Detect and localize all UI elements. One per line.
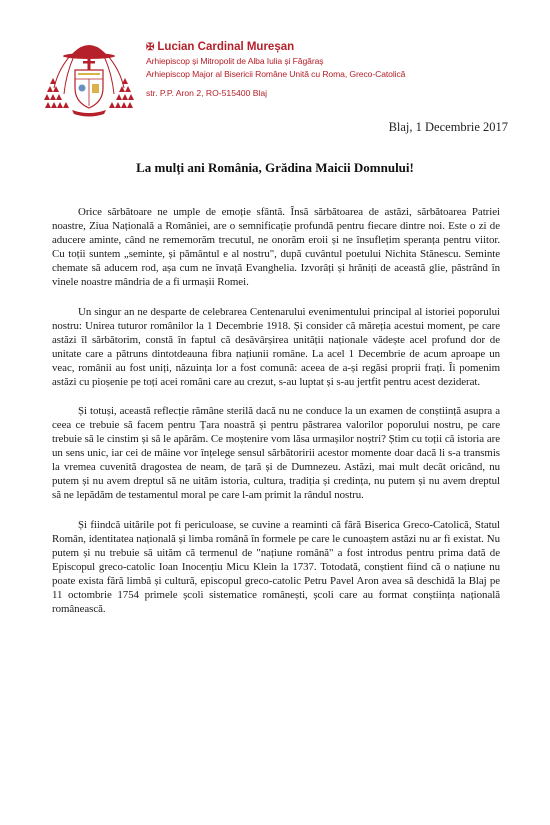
paragraph-3: Și totuși, această reflecție rămâne sterilă dacă nu ne conduce la un examen de conștiință asupra a ceea ce trebuie să facem pentru Țara noastră și pentru păstrarea valorilor poporului nostru, pe care trebuie să le cinstim și să le apărăm. Ce moștenire vom lăsa urmașilor noștri? Știm cu toții că istoria are un sens unic, iar cei de mâine vor înțelege sensul sărbătoririi acestor momente doar dacă li s-a transmis la vremea cuvenită dragostea de neam, de țară și de Dumnezeu. Astăzi, mai mult decât oricând, nu putem și nu avem dreptul să ne uităm istoria, cultura, tradiția și credința, nu putem și nu avem dreptul să ne lepădăm de testamentul moral pe care l-am primit la rândul nostru. [52,405,500,501]
sender-name [146,40,536,55]
sender-title-1: Arhiepiscop și Mitropolit de Alba Iulia și Făgăraș [146,56,324,66]
paragraph-1: Orice sărbătoare ne umple de emoție sfântă. Însă sărbătoarea de astăzi, sărbătoarea Patriei noastre, Ziua Națională a României, are o semnificație profundă pentru fiecare dintre noi. Este o zi de aducere aminte, când ne rememorăm trecutul, ne onorăm eroii și ne însuflețim speranța pentru viitor. Cu toții suntem „seminte, și pământul e al nostru", după cuvântul poetului Nichita Stănescu. Seminte chemate să aducem rod, așa cum ne învață Evanghelia. Izvorâți și hrăniți de această glie, păstrând în vinele noastre mândria de a fi urmașii Romei. [52,206,500,288]
letter-date: Blaj, 1 Decembrie 2017 [388,120,508,134]
letter-body [52,205,500,631]
sender-name-text: Lucian Cardinal Mureșan [157,41,295,53]
paragraph-2: Un singur an ne desparte de celebrarea Centenarului evenimentului principal al istoriei poporului nostru: Unirea tuturor românilor la 1 Decembrie 1918. Și consider că măreția acestui moment, pe care astăzi îl sărbătorim, constă în faptul că desăvârșirea unității naționale vădește acel profund dor de unitate care a pătruns dintotdeauna fibra națiunii române. La acel 1 Decembrie de acum aproape un veac, românii au fost uniți, năzuința lor a fost comună: aceea de a-și regăsi proprii frați. Îi pomenim astăzi cu pioșenie pe toți acei români care au crezut, s-au luptat și s-au jertfit pentru acest deziderat. [52,305,500,388]
cross-icon: ✠ [146,42,155,53]
sender-title-2: Arhiepiscop Major al Bisericii Române Unită cu Roma, Greco-Catolică [146,68,406,79]
coat-of-arms-icon [44,36,134,118]
letterhead [146,40,536,99]
paragraph-4: Și fiindcă uitările pot fi periculoase, se cuvine a reaminti că fără Biserica Greco-Catolică, Statul Român, identitatea națională și limba română în formele pe care le cunoaștem astăzi nu ar fi existat. Nu putem și nu trebuie să uităm că termenul de "națiune română" a fost introdus pentru prima dată de Episcopul greco-catolic Ioan Inocențiu Micu Klein la 1737. Totodată, conștient fiind că o națiune nu poate exista fără limbă și cultură, episcopul greco-catolic Petru Pavel Aron avea să deschidă la Blaj pe 11 octombrie 1754 primele școli sistematice românești, școli care au format conștiința națională românească. [52,518,500,615]
sender-address: str. P.P. Aron 2, RO-515400 Blaj [146,88,268,98]
letter-title: La mulți ani România, Grădina Maicii Domnului! [136,160,414,175]
